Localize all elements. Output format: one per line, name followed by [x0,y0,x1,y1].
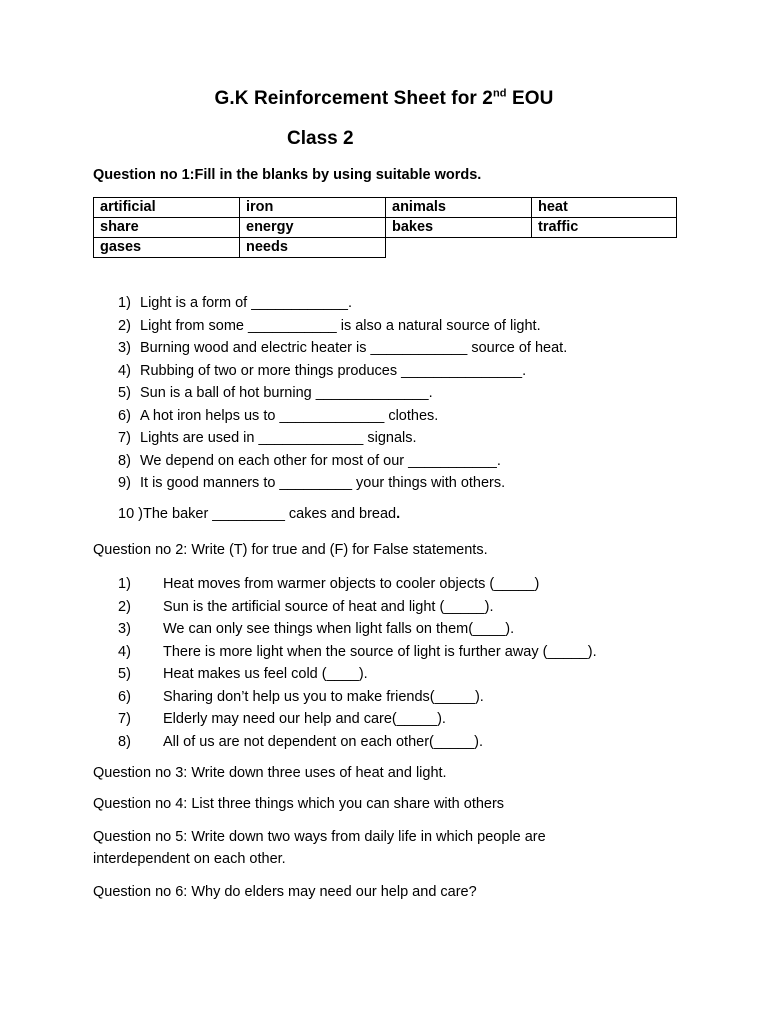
item-text: Sun is a ball of hot burning ______________. [140,385,433,401]
sheet-title [0,88,768,110]
question-5-line-1: Question no 5: Write down two ways from daily life in which people are [93,829,546,845]
question-6: Question no 6: Why do elders may need our help and care? [93,884,477,900]
item-text: 10 )The baker _________ cakes and bread [118,506,397,522]
item-text: Elderly may need our help and care(_____). [163,711,446,727]
item-text: We can only see things when light falls on them(____). [163,621,515,637]
question-1-heading: Question no 1:Fill in the blanks by using suitable words. [93,167,482,183]
item-text: All of us are not dependent on each other(_____). [163,733,484,750]
word-bank-table [93,197,677,258]
item-text: Sharing don’t help us you to make friends(_____). [163,688,484,705]
item-number: 4) [118,362,131,379]
item-text: A hot iron helps us to _____________ clothes. [140,407,439,424]
word-cell: bakes [386,218,532,238]
item-text: We depend on each other for most of our ___________. [140,452,501,469]
question-3: Question no 3: Write down three uses of heat and light. [93,765,447,781]
item-number: 8) [118,733,131,750]
table-row [94,238,677,258]
item-number: 6) [118,407,131,424]
item-text: Lights are used in _____________ signals. [140,430,417,446]
word-cell: gases [94,238,240,258]
item-text: Heat moves from warmer objects to cooler objects (_____) [163,576,540,592]
empty-cell [386,238,532,258]
sheet-title-superscript: nd [492,87,507,100]
item-number: 5) [118,666,131,682]
item-number: 7) [118,711,131,727]
item-number: 6) [118,688,131,705]
table-row [94,198,677,218]
empty-cell [532,238,677,258]
word-cell: needs [240,238,386,258]
item-text: Light from some ___________ is also a natural source of light. [140,317,541,334]
question-2-heading: Question no 2: Write (T) for true and (F) for False statements. [93,542,488,558]
item-number: 1) [118,576,131,592]
word-cell: energy [240,218,386,238]
sheet-title-prefix: G.K Reinforcement Sheet for 2 [214,88,493,109]
item-number: 3) [118,340,131,356]
table-row [94,218,677,238]
item-number: 4) [118,643,131,660]
item-number: 2) [118,317,131,334]
sheet-title-suffix: EOU [506,88,554,109]
item-text: Rubbing of two or more things produces _______________. [140,362,527,379]
item-text: It is good manners to _________ your things with others. [140,475,506,491]
word-cell: iron [240,198,386,218]
word-cell: traffic [532,218,677,238]
question-5-line-2: interdependent on each other. [93,851,286,867]
class-label: Class 2 [287,128,354,149]
item-number: 5) [118,385,131,401]
word-cell: animals [386,198,532,218]
item-number: 1) [118,295,131,311]
fill-in-item-10 [118,506,400,522]
item-number: 9) [118,475,131,491]
item-number: 2) [118,598,131,615]
item-text: Sun is the artificial source of heat and light (_____). [163,598,494,615]
question-4: Question no 4: List three things which you can share with others [93,796,505,812]
item-text: There is more light when the source of light is further away (_____). [163,643,597,660]
item-end-mark: . [396,506,401,522]
item-number: 8) [118,452,131,469]
word-cell: heat [532,198,677,218]
item-text: Heat makes us feel cold (____). [163,666,368,682]
item-text: Light is a form of ____________. [140,295,353,311]
word-cell: share [94,218,240,238]
item-number: 7) [118,430,131,446]
item-number: 3) [118,621,131,637]
item-text: Burning wood and electric heater is ____________ source of heat. [140,340,568,356]
word-cell: artificial [94,198,240,218]
